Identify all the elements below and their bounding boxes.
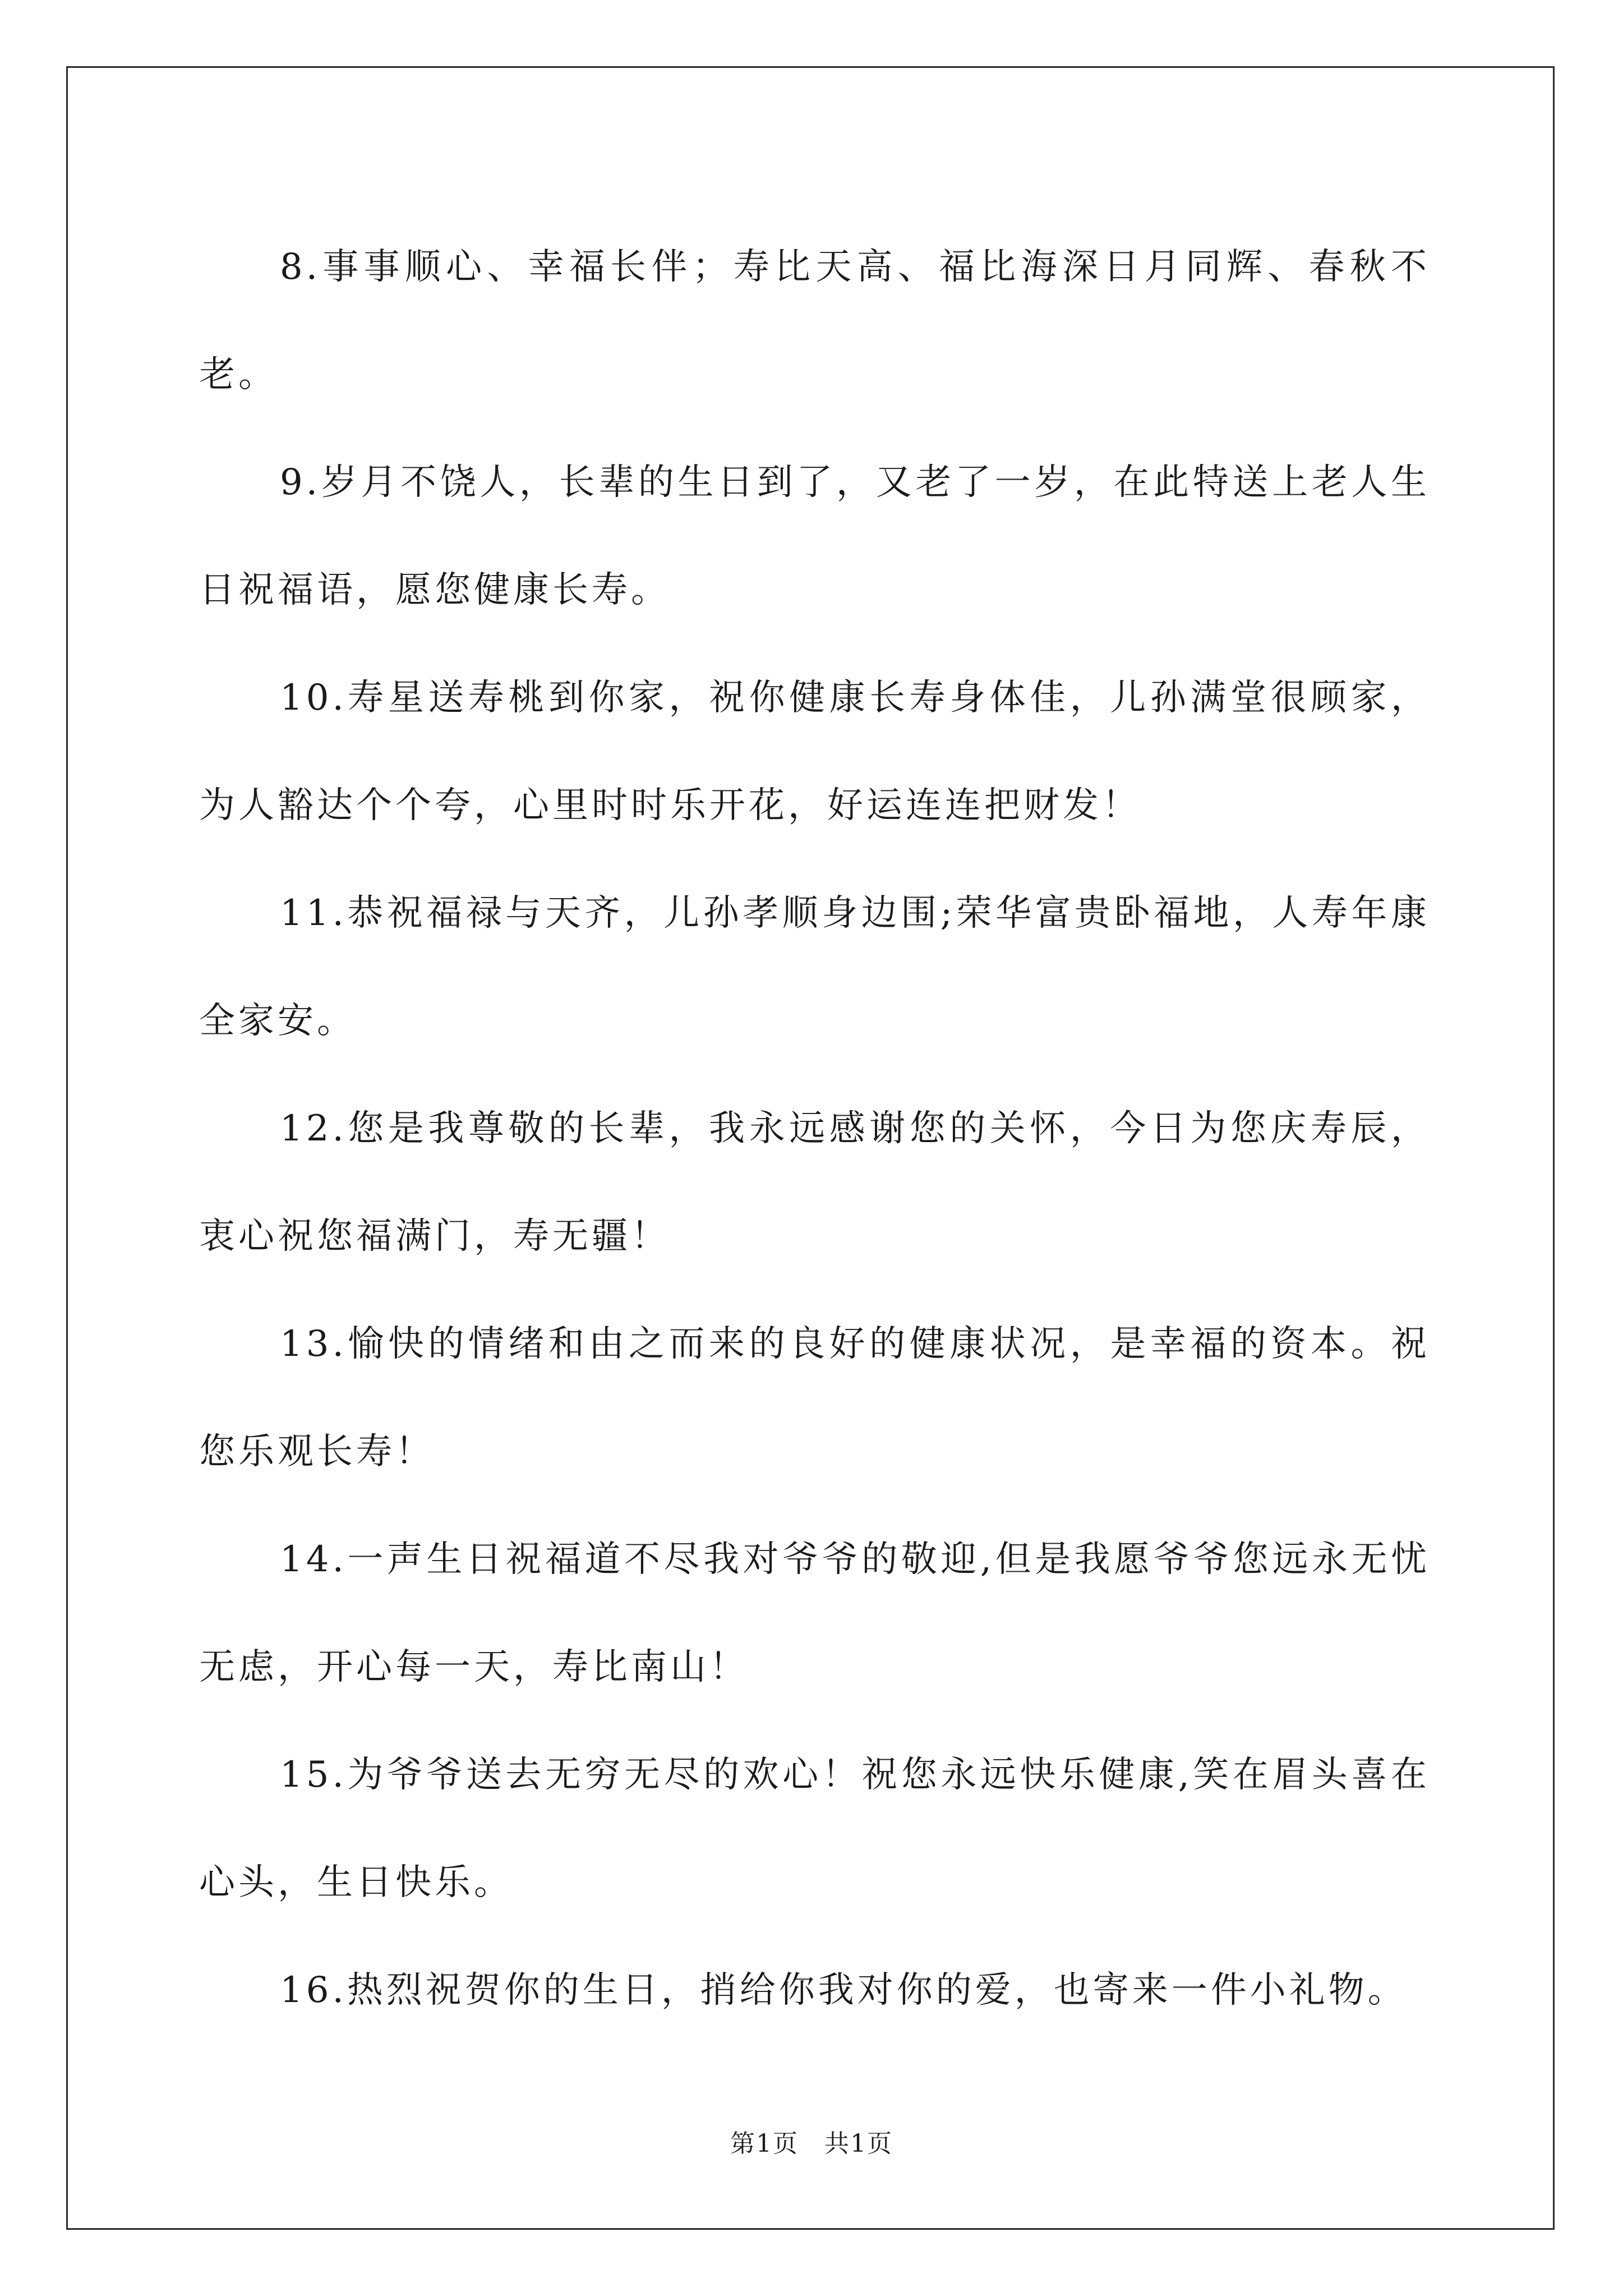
page-number-footer: 第1页 共1页 [730, 2129, 893, 2158]
paragraph-9: 9.岁月不饶人，长辈的生日到了，又老了一岁，在此特送上老人生日祝福语，愿您健康长寿。 [199, 462, 1430, 611]
paragraph-11: 11.恭祝福禄与天齐，儿孙孝顺身边围;荣华富贵卧福地，人寿年康全家安。 [199, 892, 1430, 1042]
paragraph-8: 8.事事顺心、幸福长伴；寿比天高、福比海深日月同辉、春秋不老。 [199, 246, 1430, 395]
paragraph-10: 10.寿星送寿桃到你家，祝你健康长寿身体佳，儿孙满堂很顾家，为人豁达个个夸，心里时时乐开花，好运连连把财发！ [199, 677, 1430, 826]
paragraph-12: 12.您是我尊敬的长辈，我永远感谢您的关怀，今日为您庆寿辰，衷心祝您福满门，寿无疆！ [199, 1108, 1430, 1257]
paragraph-16: 16.热烈祝贺你的生日，捎给你我对你的爱，也寄来一件小礼物。 [280, 1970, 1407, 2011]
paragraph-13: 13.愉快的情绪和由之而来的良好的健康状况，是幸福的资本。祝您乐观长寿！ [199, 1323, 1430, 1473]
document-body [199, 213, 1430, 2044]
paragraph-14: 14.一声生日祝福道不尽我对爷爷的敬迎,但是我愿爷爷您远永无忧无虑，开心每一天，寿比南山！ [199, 1539, 1430, 1688]
paragraph-15: 15.为爷爷送去无穷无尽的欢心！祝您永远快乐健康,笑在眉头喜在心头，生日快乐。 [199, 1754, 1430, 1903]
